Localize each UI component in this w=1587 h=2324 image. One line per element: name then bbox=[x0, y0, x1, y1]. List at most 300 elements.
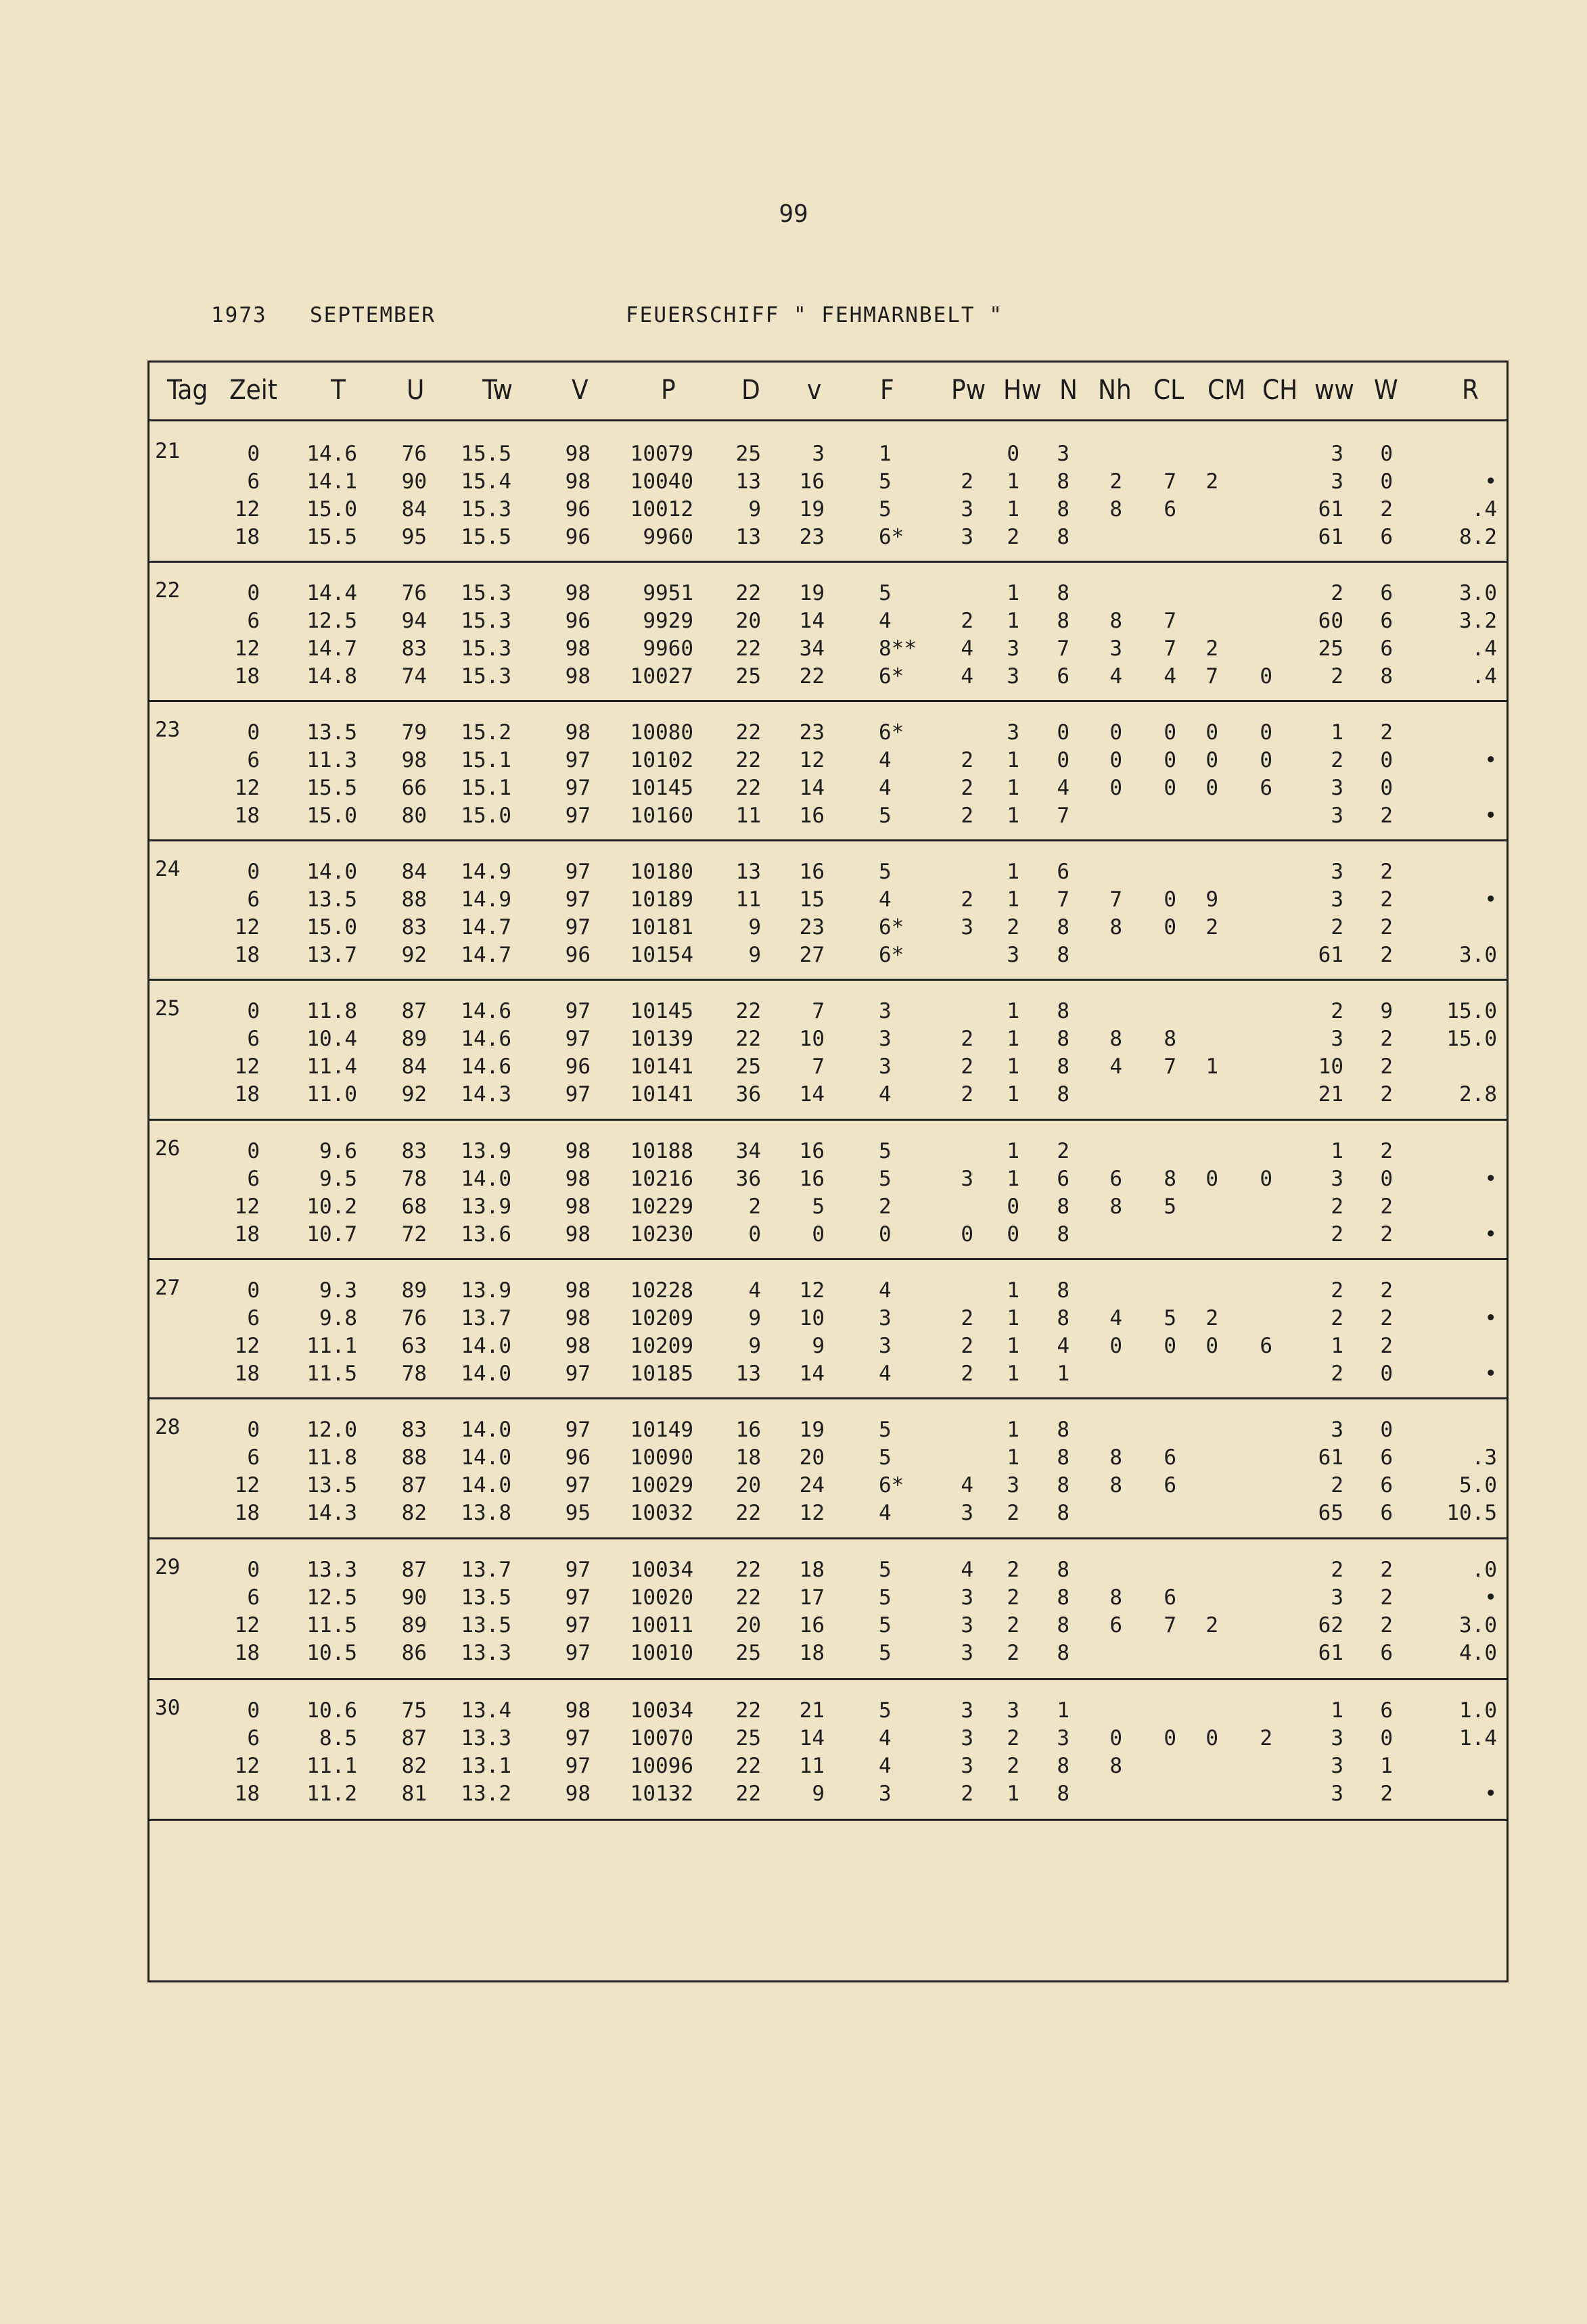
cell-v-vis: 98 bbox=[565, 720, 591, 745]
cell-p: 10160 bbox=[630, 804, 693, 828]
cell-u: 87 bbox=[401, 1726, 427, 1750]
cell-v-vis: 98 bbox=[565, 1167, 591, 1191]
cell-tw: 14.6 bbox=[461, 999, 511, 1023]
cell-nh: 8 bbox=[1109, 497, 1122, 521]
cell-f: 5 bbox=[879, 1585, 892, 1610]
cell-f: 4 bbox=[879, 609, 892, 633]
cell-d: 22 bbox=[735, 748, 761, 772]
cell-f: 8** bbox=[879, 636, 917, 661]
day-block bbox=[150, 1537, 1506, 1680]
cell-f: 3 bbox=[879, 999, 892, 1023]
cell-u: 89 bbox=[401, 1278, 427, 1303]
cell-d: 25 bbox=[735, 1641, 761, 1665]
cell-r: • bbox=[1484, 887, 1497, 912]
cell-t: 10.6 bbox=[306, 1698, 357, 1723]
cell-d: 2 bbox=[748, 1194, 761, 1219]
header-month: SEPTEMBER bbox=[310, 303, 436, 327]
cell-v-speed: 27 bbox=[799, 943, 825, 967]
cell-n: 6 bbox=[1057, 860, 1070, 884]
cell-u: 63 bbox=[401, 1334, 427, 1358]
cell-nh: 2 bbox=[1109, 469, 1122, 494]
cell-f: 5 bbox=[879, 1558, 892, 1582]
cell-t: 12.5 bbox=[306, 609, 357, 633]
cell-hw: 3 bbox=[1007, 1473, 1019, 1497]
cell-nh: 8 bbox=[1109, 1194, 1122, 1219]
cell-hw: 2 bbox=[1007, 1558, 1019, 1582]
cell-cm: 0 bbox=[1205, 1726, 1218, 1750]
cell-v-speed: 0 bbox=[812, 1222, 825, 1247]
cell-w: 2 bbox=[1380, 1558, 1393, 1582]
cell-n: 8 bbox=[1057, 1278, 1070, 1303]
cell-zeit: 12 bbox=[234, 1613, 260, 1637]
cell-w: 0 bbox=[1380, 1726, 1393, 1750]
cell-d: 22 bbox=[735, 999, 761, 1023]
day-label: 21 bbox=[155, 439, 181, 463]
table-row bbox=[150, 581, 1506, 608]
cell-v-speed: 23 bbox=[799, 720, 825, 745]
cell-p: 10020 bbox=[630, 1585, 693, 1610]
cell-t: 11.5 bbox=[306, 1362, 357, 1386]
cell-n: 6 bbox=[1057, 1167, 1070, 1191]
cell-n: 8 bbox=[1057, 1585, 1070, 1610]
cell-ww: 3 bbox=[1331, 887, 1343, 912]
cell-t: 14.8 bbox=[306, 664, 357, 689]
cell-d: 36 bbox=[735, 1167, 761, 1191]
cell-u: 92 bbox=[401, 943, 427, 967]
cell-p: 9960 bbox=[643, 636, 693, 661]
cell-n: 8 bbox=[1057, 525, 1070, 549]
cell-v-vis: 96 bbox=[565, 497, 591, 521]
cell-ww: 3 bbox=[1331, 1782, 1343, 1806]
cell-t: 15.0 bbox=[306, 497, 357, 521]
cell-zeit: 18 bbox=[234, 1782, 260, 1806]
cell-v-speed: 7 bbox=[812, 999, 825, 1023]
cell-w: 2 bbox=[1380, 860, 1393, 884]
cell-t: 15.0 bbox=[306, 804, 357, 828]
cell-zeit: 12 bbox=[234, 915, 260, 939]
cell-u: 82 bbox=[401, 1754, 427, 1778]
cell-v-vis: 98 bbox=[565, 636, 591, 661]
cell-f: 4 bbox=[879, 1082, 892, 1107]
cell-v-speed: 16 bbox=[799, 1613, 825, 1637]
cell-n: 8 bbox=[1057, 1473, 1070, 1497]
cell-w: 2 bbox=[1380, 1054, 1393, 1079]
cell-f: 2 bbox=[879, 1194, 892, 1219]
cell-p: 10230 bbox=[630, 1222, 693, 1247]
cell-w: 2 bbox=[1380, 1222, 1393, 1247]
cell-cl: 6 bbox=[1164, 497, 1176, 521]
cell-zeit: 12 bbox=[234, 1473, 260, 1497]
col-header-w: W bbox=[1374, 375, 1398, 406]
cell-n: 1 bbox=[1057, 1362, 1070, 1386]
cell-d: 25 bbox=[735, 664, 761, 689]
cell-v-speed: 21 bbox=[799, 1698, 825, 1723]
cell-pw: 2 bbox=[961, 1027, 973, 1051]
cell-v-vis: 98 bbox=[565, 1334, 591, 1358]
cell-u: 74 bbox=[401, 664, 427, 689]
table-row bbox=[150, 1782, 1506, 1809]
cell-cl: 8 bbox=[1164, 1027, 1176, 1051]
cell-t: 13.3 bbox=[306, 1558, 357, 1582]
day-label: 22 bbox=[155, 578, 181, 603]
cell-f: 3 bbox=[879, 1306, 892, 1330]
cell-nh: 4 bbox=[1109, 1054, 1122, 1079]
cell-v-speed: 9 bbox=[812, 1334, 825, 1358]
table-row bbox=[150, 887, 1506, 914]
cell-nh: 4 bbox=[1109, 664, 1122, 689]
cell-t: 8.5 bbox=[319, 1726, 357, 1750]
cell-tw: 13.9 bbox=[461, 1139, 511, 1163]
table-row bbox=[150, 943, 1506, 970]
col-header-nh: Nh bbox=[1098, 375, 1132, 406]
cell-r: .4 bbox=[1471, 636, 1497, 661]
cell-w: 2 bbox=[1380, 1585, 1393, 1610]
cell-tw: 15.1 bbox=[461, 748, 511, 772]
day-label: 24 bbox=[155, 857, 181, 881]
cell-hw: 1 bbox=[1007, 1782, 1019, 1806]
cell-w: 0 bbox=[1380, 469, 1393, 494]
cell-zeit: 18 bbox=[234, 1362, 260, 1386]
cell-r: 10.5 bbox=[1446, 1501, 1497, 1525]
cell-r: 1.4 bbox=[1459, 1726, 1497, 1750]
cell-n: 8 bbox=[1057, 943, 1070, 967]
cell-f: 5 bbox=[879, 1418, 892, 1442]
cell-v-vis: 98 bbox=[565, 469, 591, 494]
cell-u: 90 bbox=[401, 469, 427, 494]
day-label: 30 bbox=[155, 1696, 181, 1720]
cell-hw: 1 bbox=[1007, 1445, 1019, 1470]
col-header-u: U bbox=[407, 375, 425, 406]
cell-pw: 3 bbox=[961, 525, 973, 549]
cell-hw: 2 bbox=[1007, 915, 1019, 939]
cell-v-speed: 17 bbox=[799, 1585, 825, 1610]
cell-d: 22 bbox=[735, 1585, 761, 1610]
cell-hw: 3 bbox=[1007, 720, 1019, 745]
cell-u: 83 bbox=[401, 1418, 427, 1442]
cell-u: 88 bbox=[401, 1445, 427, 1470]
cell-v-vis: 98 bbox=[565, 1139, 591, 1163]
cell-cm: 2 bbox=[1205, 636, 1218, 661]
cell-zeit: 18 bbox=[234, 664, 260, 689]
cell-u: 87 bbox=[401, 1473, 427, 1497]
cell-w: 2 bbox=[1380, 1613, 1393, 1637]
cell-p: 10080 bbox=[630, 720, 693, 745]
cell-tw: 15.3 bbox=[461, 664, 511, 689]
cell-nh: 8 bbox=[1109, 1445, 1122, 1470]
cell-f: 0 bbox=[879, 1222, 892, 1247]
cell-t: 9.3 bbox=[319, 1278, 357, 1303]
cell-v-vis: 98 bbox=[565, 1222, 591, 1247]
cell-hw: 2 bbox=[1007, 525, 1019, 549]
cell-n: 8 bbox=[1057, 1027, 1070, 1051]
cell-r: 8.2 bbox=[1459, 525, 1497, 549]
cell-p: 9929 bbox=[643, 609, 693, 633]
cell-t: 12.0 bbox=[306, 1418, 357, 1442]
cell-u: 98 bbox=[401, 748, 427, 772]
cell-r: 3.0 bbox=[1459, 1613, 1497, 1637]
cell-pw: 2 bbox=[961, 1054, 973, 1079]
cell-hw: 1 bbox=[1007, 804, 1019, 828]
cell-nh: 4 bbox=[1109, 1306, 1122, 1330]
cell-pw: 3 bbox=[961, 1585, 973, 1610]
cell-ww: 3 bbox=[1331, 1167, 1343, 1191]
cell-cm: 2 bbox=[1205, 1306, 1218, 1330]
cell-d: 22 bbox=[735, 1558, 761, 1582]
cell-pw: 2 bbox=[961, 1306, 973, 1330]
cell-t: 11.2 bbox=[306, 1782, 357, 1806]
cell-t: 11.8 bbox=[306, 1445, 357, 1470]
cell-ch: 6 bbox=[1260, 776, 1272, 800]
cell-t: 9.8 bbox=[319, 1306, 357, 1330]
cell-tw: 14.0 bbox=[461, 1473, 511, 1497]
cell-d: 22 bbox=[735, 1027, 761, 1051]
cell-v-speed: 19 bbox=[799, 581, 825, 605]
cell-t: 15.0 bbox=[306, 915, 357, 939]
cell-pw: 3 bbox=[961, 915, 973, 939]
cell-cl: 7 bbox=[1164, 636, 1176, 661]
cell-f: 6* bbox=[879, 720, 904, 745]
cell-nh: 8 bbox=[1109, 1585, 1122, 1610]
cell-p: 10209 bbox=[630, 1306, 693, 1330]
cell-t: 14.4 bbox=[306, 581, 357, 605]
cell-w: 2 bbox=[1380, 1278, 1393, 1303]
cell-w: 6 bbox=[1380, 1473, 1393, 1497]
cell-t: 10.5 bbox=[306, 1641, 357, 1665]
cell-w: 6 bbox=[1380, 581, 1393, 605]
cell-f: 5 bbox=[879, 1698, 892, 1723]
cell-f: 4 bbox=[879, 1362, 892, 1386]
cell-ww: 3 bbox=[1331, 804, 1343, 828]
cell-w: 0 bbox=[1380, 776, 1393, 800]
cell-n: 0 bbox=[1057, 720, 1070, 745]
cell-nh: 0 bbox=[1109, 776, 1122, 800]
cell-v-speed: 18 bbox=[799, 1641, 825, 1665]
cell-tw: 13.9 bbox=[461, 1194, 511, 1219]
cell-tw: 14.0 bbox=[461, 1418, 511, 1442]
table-row bbox=[150, 999, 1506, 1026]
table-row bbox=[150, 525, 1506, 552]
cell-ww: 1 bbox=[1331, 1139, 1343, 1163]
cell-nh: 8 bbox=[1109, 1754, 1122, 1778]
cell-hw: 1 bbox=[1007, 1306, 1019, 1330]
cell-t: 14.0 bbox=[306, 860, 357, 884]
cell-w: 8 bbox=[1380, 664, 1393, 689]
cell-f: 5 bbox=[879, 469, 892, 494]
cell-d: 22 bbox=[735, 1698, 761, 1723]
cell-cl: 0 bbox=[1164, 1334, 1176, 1358]
table-row bbox=[150, 469, 1506, 496]
cell-f: 4 bbox=[879, 748, 892, 772]
cell-n: 8 bbox=[1057, 1782, 1070, 1806]
day-label: 29 bbox=[155, 1555, 181, 1579]
cell-w: 2 bbox=[1380, 943, 1393, 967]
cell-v-speed: 12 bbox=[799, 748, 825, 772]
col-header-f: F bbox=[880, 375, 894, 406]
cell-p: 10096 bbox=[630, 1754, 693, 1778]
cell-cm: 0 bbox=[1205, 748, 1218, 772]
table-row bbox=[150, 1139, 1506, 1166]
cell-nh: 6 bbox=[1109, 1613, 1122, 1637]
cell-d: 25 bbox=[735, 1726, 761, 1750]
cell-r: .0 bbox=[1471, 1558, 1497, 1582]
cell-p: 10029 bbox=[630, 1473, 693, 1497]
cell-ww: 2 bbox=[1331, 1306, 1343, 1330]
cell-v-vis: 97 bbox=[565, 999, 591, 1023]
cell-v-speed: 10 bbox=[799, 1306, 825, 1330]
cell-n: 7 bbox=[1057, 887, 1070, 912]
day-label: 26 bbox=[155, 1136, 181, 1161]
table-row bbox=[150, 748, 1506, 775]
cell-n: 4 bbox=[1057, 776, 1070, 800]
cell-r: 15.0 bbox=[1446, 1027, 1497, 1051]
cell-n: 8 bbox=[1057, 1641, 1070, 1665]
cell-n: 8 bbox=[1057, 1501, 1070, 1525]
cell-hw: 2 bbox=[1007, 1754, 1019, 1778]
cell-nh: 6 bbox=[1109, 1167, 1122, 1191]
cell-zeit: 0 bbox=[247, 1278, 260, 1303]
cell-cl: 7 bbox=[1164, 1054, 1176, 1079]
cell-cm: 2 bbox=[1205, 469, 1218, 494]
data-table bbox=[147, 361, 1509, 1982]
day-label: 23 bbox=[155, 718, 181, 742]
cell-pw: 4 bbox=[961, 664, 973, 689]
cell-w: 0 bbox=[1380, 748, 1393, 772]
cell-p: 10132 bbox=[630, 1782, 693, 1806]
cell-hw: 1 bbox=[1007, 497, 1019, 521]
cell-ch: 0 bbox=[1260, 664, 1272, 689]
cell-tw: 14.7 bbox=[461, 943, 511, 967]
cell-p: 9960 bbox=[643, 525, 693, 549]
cell-v-speed: 24 bbox=[799, 1473, 825, 1497]
cell-pw: 2 bbox=[961, 1334, 973, 1358]
cell-t: 13.7 bbox=[306, 943, 357, 967]
cell-tw: 13.5 bbox=[461, 1585, 511, 1610]
cell-cm: 1 bbox=[1205, 1054, 1218, 1079]
cell-f: 5 bbox=[879, 1167, 892, 1191]
cell-hw: 1 bbox=[1007, 999, 1019, 1023]
cell-v-vis: 98 bbox=[565, 664, 591, 689]
cell-tw: 13.4 bbox=[461, 1698, 511, 1723]
cell-zeit: 12 bbox=[234, 1334, 260, 1358]
cell-nh: 3 bbox=[1109, 636, 1122, 661]
cell-hw: 1 bbox=[1007, 581, 1019, 605]
cell-pw: 2 bbox=[961, 1082, 973, 1107]
cell-zeit: 6 bbox=[247, 748, 260, 772]
cell-pw: 4 bbox=[961, 1473, 973, 1497]
cell-n: 8 bbox=[1057, 1082, 1070, 1107]
cell-zeit: 0 bbox=[247, 1418, 260, 1442]
table-row bbox=[150, 1334, 1506, 1361]
cell-v-vis: 97 bbox=[565, 1726, 591, 1750]
cell-d: 25 bbox=[735, 442, 761, 466]
cell-v-speed: 5 bbox=[812, 1194, 825, 1219]
cell-p: 10034 bbox=[630, 1698, 693, 1723]
cell-u: 83 bbox=[401, 636, 427, 661]
table-row bbox=[150, 915, 1506, 942]
cell-r: 4.0 bbox=[1459, 1641, 1497, 1665]
cell-v-speed: 16 bbox=[799, 1139, 825, 1163]
cell-ww: 61 bbox=[1318, 943, 1343, 967]
cell-ww: 61 bbox=[1318, 1445, 1343, 1470]
cell-ww: 2 bbox=[1331, 1222, 1343, 1247]
cell-ww: 2 bbox=[1331, 1278, 1343, 1303]
cell-r: • bbox=[1484, 1222, 1497, 1247]
col-header-tw: Tw bbox=[482, 375, 513, 406]
cell-v-speed: 16 bbox=[799, 469, 825, 494]
cell-d: 25 bbox=[735, 1054, 761, 1079]
cell-ww: 61 bbox=[1318, 1641, 1343, 1665]
cell-d: 4 bbox=[748, 1278, 761, 1303]
cell-u: 82 bbox=[401, 1501, 427, 1525]
cell-w: 2 bbox=[1380, 720, 1393, 745]
table-row bbox=[150, 1027, 1506, 1054]
cell-t: 11.4 bbox=[306, 1054, 357, 1079]
table-row bbox=[150, 497, 1506, 524]
cell-f: 6* bbox=[879, 664, 904, 689]
cell-w: 6 bbox=[1380, 525, 1393, 549]
cell-d: 9 bbox=[748, 1306, 761, 1330]
cell-d: 18 bbox=[735, 1445, 761, 1470]
cell-zeit: 12 bbox=[234, 1194, 260, 1219]
cell-ww: 1 bbox=[1331, 1698, 1343, 1723]
cell-zeit: 0 bbox=[247, 1139, 260, 1163]
cell-hw: 2 bbox=[1007, 1585, 1019, 1610]
table-row bbox=[150, 1362, 1506, 1389]
cell-t: 14.6 bbox=[306, 442, 357, 466]
cell-r: 3.0 bbox=[1459, 581, 1497, 605]
cell-w: 6 bbox=[1380, 636, 1393, 661]
cell-ch: 0 bbox=[1260, 748, 1272, 772]
cell-v-speed: 18 bbox=[799, 1558, 825, 1582]
cell-d: 22 bbox=[735, 581, 761, 605]
cell-pw: 2 bbox=[961, 469, 973, 494]
cell-tw: 13.2 bbox=[461, 1782, 511, 1806]
cell-hw: 1 bbox=[1007, 1278, 1019, 1303]
col-header-p: P bbox=[661, 375, 676, 406]
header-year: 1973 bbox=[211, 303, 267, 327]
cell-cl: 7 bbox=[1164, 1613, 1176, 1637]
table-row bbox=[150, 720, 1506, 747]
cell-zeit: 12 bbox=[234, 636, 260, 661]
cell-v-speed: 23 bbox=[799, 525, 825, 549]
cell-ww: 3 bbox=[1331, 1726, 1343, 1750]
cell-zeit: 0 bbox=[247, 720, 260, 745]
cell-tw: 13.6 bbox=[461, 1222, 511, 1247]
cell-v-speed: 16 bbox=[799, 804, 825, 828]
cell-hw: 1 bbox=[1007, 469, 1019, 494]
cell-t: 11.1 bbox=[306, 1754, 357, 1778]
cell-v-speed: 14 bbox=[799, 1362, 825, 1386]
cell-u: 90 bbox=[401, 1585, 427, 1610]
cell-v-vis: 97 bbox=[565, 915, 591, 939]
cell-ww: 3 bbox=[1331, 1027, 1343, 1051]
cell-ww: 61 bbox=[1318, 497, 1343, 521]
col-header-cl: CL bbox=[1153, 375, 1184, 406]
cell-n: 8 bbox=[1057, 1222, 1070, 1247]
cell-t: 9.5 bbox=[319, 1167, 357, 1191]
cell-v-vis: 97 bbox=[565, 776, 591, 800]
cell-hw: 2 bbox=[1007, 1613, 1019, 1637]
cell-ww: 3 bbox=[1331, 860, 1343, 884]
cell-v-vis: 98 bbox=[565, 442, 591, 466]
cell-zeit: 6 bbox=[247, 1027, 260, 1051]
cell-u: 83 bbox=[401, 1139, 427, 1163]
cell-u: 68 bbox=[401, 1194, 427, 1219]
cell-v-vis: 96 bbox=[565, 609, 591, 633]
cell-nh: 7 bbox=[1109, 887, 1122, 912]
cell-v-speed: 12 bbox=[799, 1278, 825, 1303]
cell-nh: 0 bbox=[1109, 720, 1122, 745]
